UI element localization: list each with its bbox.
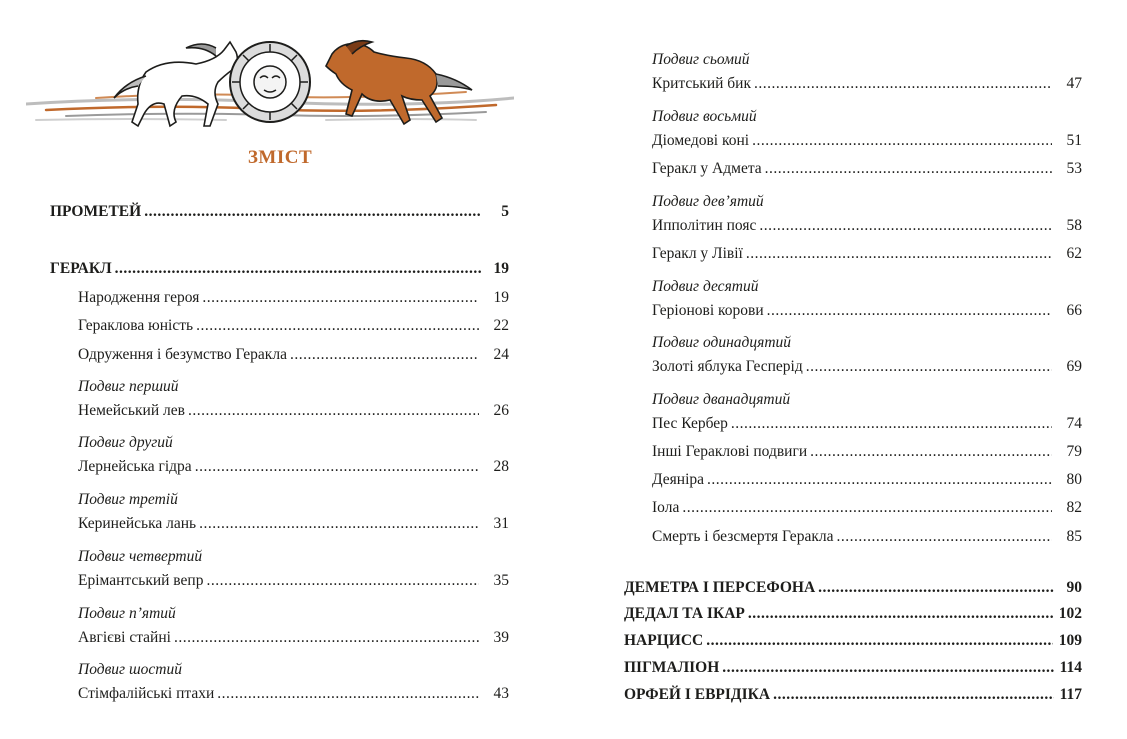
leader-dots: [682, 497, 1052, 519]
toc-entry[interactable]: [78, 456, 509, 478]
toc-entry[interactable]: [652, 526, 1082, 548]
entry-label: Керинейська лань: [78, 515, 197, 532]
leader-dots: [217, 683, 479, 705]
entry-label: Іола: [652, 499, 680, 516]
left-page: [0, 0, 560, 739]
toc-entry[interactable]: [78, 400, 509, 422]
page-number: 31: [493, 515, 509, 532]
page-number: 39: [493, 629, 509, 646]
toc-entry[interactable]: [652, 73, 1082, 95]
page-number: 24: [493, 346, 509, 363]
entry-label: Лернейська гідра: [78, 458, 192, 475]
leader-dots: [206, 570, 479, 592]
page-number: 114: [1059, 659, 1082, 676]
page-number: 82: [1066, 499, 1082, 516]
leader-dots: [115, 258, 481, 280]
page-number: 79: [1066, 443, 1082, 460]
entry-label: ГЕРАКЛ: [50, 260, 112, 277]
toc-entry-main[interactable]: [50, 258, 509, 280]
entry-label: Геракл у Адмета: [652, 160, 762, 177]
toc-entry[interactable]: [78, 627, 509, 649]
entry-label: Золоті яблука Гесперід: [652, 358, 803, 375]
feat-heading: Подвиг одинадцятий: [652, 334, 792, 351]
page-number: 35: [493, 572, 509, 589]
feat-heading: Подвиг другий: [78, 434, 173, 451]
entry-label: Немейський лев: [78, 402, 185, 419]
leader-dots: [722, 657, 1053, 679]
entry-label: Ипполітин пояс: [652, 217, 757, 234]
page-number: 22: [493, 317, 509, 334]
leader-dots: [290, 344, 479, 366]
leader-dots: [746, 243, 1052, 265]
orange-horse-icon: [326, 41, 472, 124]
leader-dots: [199, 513, 479, 535]
leader-dots: [806, 356, 1052, 378]
toc-entry[interactable]: [78, 315, 509, 337]
toc-entry[interactable]: [78, 344, 509, 366]
toc-entry[interactable]: [652, 158, 1082, 180]
feat-heading: Подвиг п’ятий: [78, 605, 176, 622]
toc-entry[interactable]: [78, 683, 509, 705]
feat-heading: Подвиг дванадцятий: [652, 391, 791, 408]
entry-label: Геракл у Лівії: [652, 245, 743, 262]
page-number: 102: [1058, 605, 1082, 622]
toc-title: ЗМІСТ: [247, 147, 313, 168]
leader-dots: [196, 315, 479, 337]
entry-label: ПРОМЕТЕЙ: [50, 203, 142, 220]
page-number: 26: [493, 402, 509, 419]
leader-dots: [836, 526, 1052, 548]
page-number: 66: [1066, 302, 1082, 319]
entry-label: Смерть і безсмертя Геракла: [652, 528, 834, 545]
page-number: 47: [1066, 75, 1082, 92]
toc-entry[interactable]: [652, 243, 1082, 265]
page-number: 90: [1066, 579, 1082, 596]
page-number: 117: [1059, 686, 1082, 703]
feat-heading: Подвиг дев’ятий: [652, 193, 764, 210]
toc-entry-main[interactable]: [624, 603, 1082, 625]
leader-dots: [748, 603, 1053, 625]
leader-dots: [759, 215, 1052, 237]
toc-entry[interactable]: [78, 513, 509, 535]
entry-label: Геріонові корови: [652, 302, 764, 319]
feat-heading: Подвиг перший: [78, 378, 179, 395]
leader-dots: [810, 441, 1052, 463]
page-number: 51: [1066, 132, 1082, 149]
toc-entry[interactable]: [652, 469, 1082, 491]
toc-entry[interactable]: [652, 356, 1082, 378]
leader-dots: [174, 627, 479, 649]
leader-dots: [765, 158, 1052, 180]
entry-label: Деяніра: [652, 471, 705, 488]
right-page: [563, 0, 1127, 739]
page-number: 58: [1066, 217, 1082, 234]
leader-dots: [752, 130, 1052, 152]
entry-label: Ерімантський вепр: [78, 572, 204, 589]
leader-dots: [707, 469, 1052, 491]
page-number: 53: [1066, 160, 1082, 177]
entry-label: ДЕМЕТРА І ПЕРСЕФОНА: [624, 579, 816, 596]
entry-label: Одруження і безумство Геракла: [78, 346, 287, 363]
horses-medallion-illustration: [26, 30, 514, 134]
leader-dots: [144, 201, 481, 223]
entry-label: Народження героя: [78, 289, 200, 306]
leader-dots: [202, 287, 479, 309]
page-number: 19: [493, 260, 509, 277]
page-number: 109: [1058, 632, 1082, 649]
toc-entry[interactable]: [78, 570, 509, 592]
entry-label: Критський бик: [652, 75, 752, 92]
toc-entry-main[interactable]: [624, 630, 1082, 652]
page-number: 19: [493, 289, 509, 306]
page-number: 62: [1066, 245, 1082, 262]
toc-entry[interactable]: [652, 130, 1082, 152]
page-number: 5: [501, 203, 509, 220]
entry-label: ДЕДАЛ ТА ІКАР: [624, 605, 745, 622]
feat-heading: Подвиг сьомий: [652, 51, 750, 68]
feat-heading: Подвиг десятий: [652, 278, 759, 295]
page-number: 69: [1066, 358, 1082, 375]
toc-entry-main[interactable]: [624, 657, 1082, 679]
toc-entry[interactable]: [652, 497, 1082, 519]
entry-label: ОРФЕЙ І ЕВРІДІКА: [624, 686, 771, 703]
toc-entry[interactable]: [78, 287, 509, 309]
toc-entry[interactable]: [652, 300, 1082, 322]
leader-dots: [188, 400, 479, 422]
page-number: 85: [1066, 528, 1082, 545]
toc-entry-main[interactable]: [50, 201, 509, 223]
toc-entry[interactable]: [652, 413, 1082, 435]
page-number: 74: [1066, 415, 1082, 432]
toc-entry-main[interactable]: [624, 684, 1082, 706]
entry-label: Авгієві стайні: [78, 629, 171, 646]
feat-heading: Подвиг восьмий: [652, 108, 757, 125]
toc-entry-main[interactable]: [624, 577, 1082, 599]
leader-dots: [767, 300, 1052, 322]
entry-label: Стімфалійські птахи: [78, 685, 215, 702]
leader-dots: [195, 456, 479, 478]
feat-heading: Подвиг четвертий: [78, 548, 203, 565]
entry-label: Інші Гераклові подвиги: [652, 443, 808, 460]
entry-label: Пес Кербер: [652, 415, 728, 432]
entry-label: НАРЦИСС: [624, 632, 704, 649]
page-number: 80: [1066, 471, 1082, 488]
entry-label: ПІГМАЛІОН: [624, 659, 720, 676]
leader-dots: [818, 577, 1054, 599]
entry-label: Гераклова юність: [78, 317, 194, 334]
toc-entry[interactable]: [652, 215, 1082, 237]
page-number: 43: [493, 685, 509, 702]
sun-medallion-icon: [230, 42, 310, 122]
leader-dots: [731, 413, 1052, 435]
page-number: 28: [493, 458, 509, 475]
leader-dots: [773, 684, 1054, 706]
toc-entry[interactable]: [652, 441, 1082, 463]
feat-heading: Подвиг третій: [78, 491, 178, 508]
leader-dots: [754, 73, 1052, 95]
feat-heading: Подвиг шостий: [78, 661, 183, 678]
entry-label: Діомедові коні: [652, 132, 750, 149]
leader-dots: [706, 630, 1053, 652]
